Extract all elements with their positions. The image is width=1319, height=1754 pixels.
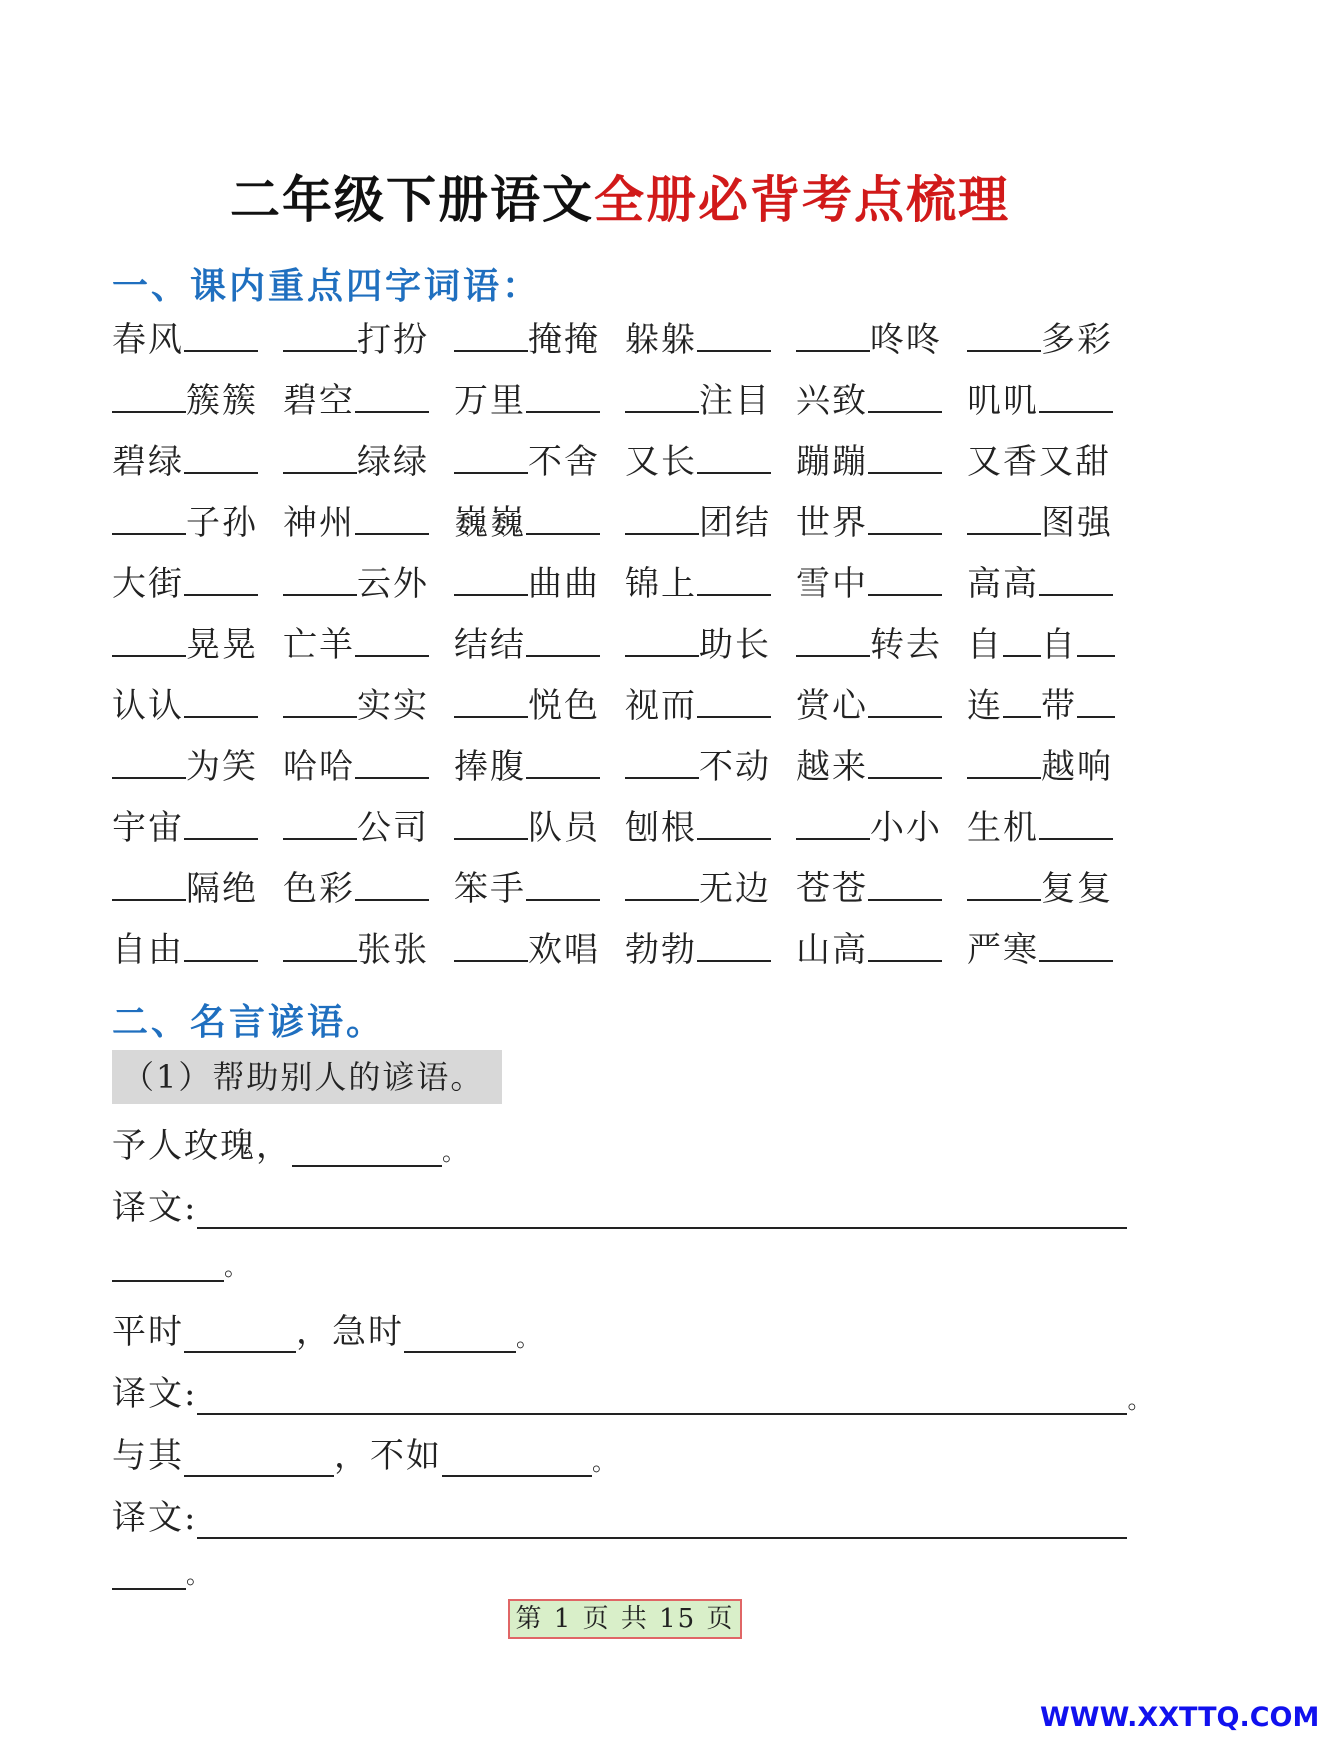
translation-1 xyxy=(112,1180,1127,1229)
word-item xyxy=(454,617,606,678)
subheading: （1）帮助别人的谚语。 xyxy=(112,1050,502,1104)
answer-blank[interactable] xyxy=(967,495,1041,535)
word-item xyxy=(454,373,606,434)
answer-blank[interactable] xyxy=(868,556,942,596)
word-text: 云外 xyxy=(357,564,429,604)
answer-blank[interactable] xyxy=(1077,678,1115,718)
word-text: 躲躲 xyxy=(625,320,697,360)
word-item xyxy=(625,739,777,800)
answer-blank[interactable] xyxy=(868,434,942,474)
answer-blank[interactable] xyxy=(454,678,528,718)
answer-blank[interactable] xyxy=(184,556,258,596)
word-text: 图强 xyxy=(1041,503,1113,543)
translation-1-label: 译文: xyxy=(112,1188,198,1228)
answer-blank[interactable] xyxy=(283,800,357,840)
answer-blank[interactable] xyxy=(625,861,699,901)
word-text: 自 xyxy=(1041,625,1077,665)
word-item xyxy=(283,373,435,434)
page-title xyxy=(0,160,1240,232)
word-text: 山高 xyxy=(796,930,868,970)
answer-blank[interactable] xyxy=(454,556,528,596)
answer-blank[interactable] xyxy=(112,373,186,413)
answer-blank[interactable] xyxy=(1077,617,1115,657)
word-text: 打扮 xyxy=(357,320,429,360)
word-text: 刨根 xyxy=(625,808,697,848)
word-text: 碧绿 xyxy=(112,442,184,482)
word-text: 公司 xyxy=(357,808,429,848)
proverb-2-blank-b[interactable] xyxy=(404,1315,516,1353)
translation-3-cont xyxy=(112,1552,212,1590)
watermark: WWW.XXTTQ.COM xyxy=(1040,1702,1319,1733)
word-text: 笨手 xyxy=(454,869,526,909)
answer-blank[interactable] xyxy=(526,739,600,779)
translation-2-end: 。 xyxy=(1127,1386,1154,1414)
word-text: 不舍 xyxy=(528,442,600,482)
word-text: 越响 xyxy=(1041,747,1113,787)
word-text: 掩掩 xyxy=(528,320,600,360)
answer-blank[interactable] xyxy=(283,312,357,352)
answer-blank[interactable] xyxy=(283,434,357,474)
word-item xyxy=(967,434,1119,495)
word-text: 锦上 xyxy=(625,564,697,604)
word-text: 无边 xyxy=(699,869,771,909)
word-text: 生机 xyxy=(967,808,1039,848)
word-item xyxy=(625,495,777,556)
word-item xyxy=(283,922,435,983)
word-item xyxy=(625,800,777,861)
word-item xyxy=(454,495,606,556)
answer-blank[interactable] xyxy=(1003,617,1041,657)
word-text: 蹦蹦 xyxy=(796,442,868,482)
answer-blank[interactable] xyxy=(697,922,771,962)
word-item xyxy=(283,678,435,739)
word-item xyxy=(454,861,606,922)
word-item xyxy=(283,434,435,495)
answer-blank[interactable] xyxy=(1003,678,1041,718)
word-text: 结结 xyxy=(454,625,526,665)
word-item xyxy=(796,922,948,983)
word-text: 视而 xyxy=(625,686,697,726)
word-text: 子孙 xyxy=(186,503,258,543)
word-text: 小小 xyxy=(870,808,942,848)
answer-blank[interactable] xyxy=(967,861,1041,901)
word-text: 咚咚 xyxy=(870,320,942,360)
word-item xyxy=(967,922,1119,983)
word-text: 悦色 xyxy=(528,686,600,726)
word-item xyxy=(625,434,777,495)
word-text: 世界 xyxy=(796,503,868,543)
answer-blank[interactable] xyxy=(697,800,771,840)
word-item xyxy=(796,861,948,922)
word-text: 宇宙 xyxy=(112,808,184,848)
word-text: 多彩 xyxy=(1041,320,1113,360)
word-grid xyxy=(112,312,1122,983)
word-item xyxy=(625,922,777,983)
word-text: 又长 xyxy=(625,442,697,482)
proverb-3-blank-b[interactable] xyxy=(442,1439,592,1477)
translation-3-line[interactable] xyxy=(197,1501,1127,1539)
word-item xyxy=(796,678,948,739)
translation-2-line[interactable] xyxy=(197,1377,1127,1415)
answer-blank[interactable] xyxy=(868,373,942,413)
word-item xyxy=(283,739,435,800)
answer-blank[interactable] xyxy=(184,312,258,352)
word-item xyxy=(283,617,435,678)
answer-blank[interactable] xyxy=(283,678,357,718)
word-text: 欢唱 xyxy=(528,930,600,970)
answer-blank[interactable] xyxy=(355,739,429,779)
word-item xyxy=(796,617,948,678)
word-item xyxy=(454,922,606,983)
section2-heading: 二、名言谚语。 xyxy=(112,1002,386,1043)
word-item xyxy=(454,678,606,739)
answer-blank[interactable] xyxy=(796,800,870,840)
word-text: 自由 xyxy=(112,930,184,970)
word-item xyxy=(112,312,264,373)
answer-blank[interactable] xyxy=(625,617,699,657)
proverb-1-text: 予人玫瑰， xyxy=(112,1126,292,1166)
word-item xyxy=(967,617,1119,678)
word-item xyxy=(967,373,1119,434)
translation-2-label: 译文: xyxy=(112,1374,198,1414)
translation-3-label: 译文: xyxy=(112,1498,198,1538)
page-number: 第 1 页 共 15 页 xyxy=(508,1599,742,1639)
answer-blank[interactable] xyxy=(112,739,186,779)
word-text: 不动 xyxy=(699,747,771,787)
answer-blank[interactable] xyxy=(454,312,528,352)
word-item xyxy=(283,312,435,373)
answer-blank[interactable] xyxy=(454,434,528,474)
word-text: 复复 xyxy=(1041,869,1113,909)
word-text: 实实 xyxy=(357,686,429,726)
section1-heading: 一、课内重点四字词语： xyxy=(112,266,542,307)
word-text: 叽叽 xyxy=(967,381,1039,421)
answer-blank[interactable] xyxy=(283,922,357,962)
word-item xyxy=(796,312,948,373)
word-item xyxy=(967,861,1119,922)
word-text: 亡羊 xyxy=(283,625,355,665)
word-text: 助长 xyxy=(699,625,771,665)
word-item xyxy=(967,556,1119,617)
answer-blank[interactable] xyxy=(112,861,186,901)
word-item xyxy=(283,861,435,922)
word-text: 带 xyxy=(1041,686,1077,726)
word-text: 转去 xyxy=(870,625,942,665)
proverb-2-b: ，急时 xyxy=(296,1312,404,1352)
answer-blank[interactable] xyxy=(184,922,258,962)
answer-blank[interactable] xyxy=(967,312,1041,352)
word-item xyxy=(112,617,264,678)
word-item xyxy=(625,617,777,678)
answer-blank[interactable] xyxy=(112,495,186,535)
word-text: 春风 xyxy=(112,320,184,360)
proverb-1-end: 。 xyxy=(442,1138,468,1166)
word-item xyxy=(454,800,606,861)
answer-blank[interactable] xyxy=(454,922,528,962)
answer-blank[interactable] xyxy=(697,434,771,474)
word-item xyxy=(283,800,435,861)
proverb-2-end: 。 xyxy=(516,1324,542,1352)
word-item xyxy=(967,495,1119,556)
answer-blank[interactable] xyxy=(796,312,870,352)
word-item xyxy=(112,678,264,739)
word-item xyxy=(796,739,948,800)
proverb-3-a: 与其 xyxy=(112,1436,184,1476)
word-text: 团结 xyxy=(699,503,771,543)
answer-blank[interactable] xyxy=(697,312,771,352)
answer-blank[interactable] xyxy=(112,617,186,657)
word-text: 晃晃 xyxy=(186,625,258,665)
translation-2 xyxy=(112,1366,1153,1415)
word-text: 巍巍 xyxy=(454,503,526,543)
answer-blank[interactable] xyxy=(868,922,942,962)
word-text: 张张 xyxy=(357,930,429,970)
answer-blank[interactable] xyxy=(184,800,258,840)
answer-blank[interactable] xyxy=(1039,556,1113,596)
word-item xyxy=(112,739,264,800)
word-item xyxy=(625,861,777,922)
word-item xyxy=(454,434,606,495)
answer-blank[interactable] xyxy=(697,678,771,718)
word-item xyxy=(283,495,435,556)
word-item xyxy=(112,556,264,617)
translation-1-line[interactable] xyxy=(197,1191,1127,1229)
word-item xyxy=(796,800,948,861)
answer-blank[interactable] xyxy=(625,739,699,779)
word-text: 苍苍 xyxy=(796,869,868,909)
proverb-3-b: ，不如 xyxy=(334,1436,442,1476)
word-text: 自 xyxy=(967,625,1003,665)
word-item xyxy=(112,861,264,922)
proverb-3-blank-a[interactable] xyxy=(184,1439,334,1477)
word-item xyxy=(967,800,1119,861)
answer-blank[interactable] xyxy=(1039,373,1113,413)
answer-blank[interactable] xyxy=(796,617,870,657)
word-item xyxy=(112,800,264,861)
word-text: 雪中 xyxy=(796,564,868,604)
word-item xyxy=(454,312,606,373)
word-text: 为笑 xyxy=(186,747,258,787)
word-text: 碧空 xyxy=(283,381,355,421)
answer-blank[interactable] xyxy=(184,434,258,474)
word-item xyxy=(796,495,948,556)
translation-1-line2[interactable] xyxy=(112,1244,224,1282)
answer-blank[interactable] xyxy=(454,800,528,840)
title-part-black: 二年级下册语文 xyxy=(230,171,594,229)
word-item xyxy=(112,373,264,434)
proverb-3 xyxy=(112,1428,618,1477)
answer-blank[interactable] xyxy=(697,556,771,596)
answer-blank[interactable] xyxy=(184,678,258,718)
word-text: 越来 xyxy=(796,747,868,787)
word-item xyxy=(625,373,777,434)
word-item xyxy=(967,739,1119,800)
word-text: 簇簇 xyxy=(186,381,258,421)
answer-blank[interactable] xyxy=(625,373,699,413)
word-text: 严寒 xyxy=(967,930,1039,970)
word-text: 神州 xyxy=(283,503,355,543)
answer-blank[interactable] xyxy=(355,861,429,901)
proverb-2 xyxy=(112,1304,542,1353)
answer-blank[interactable] xyxy=(355,495,429,535)
answer-blank[interactable] xyxy=(967,739,1041,779)
word-item xyxy=(967,678,1119,739)
title-part-red: 全册必背考点梳理 xyxy=(594,171,1010,229)
word-item xyxy=(967,312,1119,373)
word-text: 连 xyxy=(967,686,1003,726)
answer-blank[interactable] xyxy=(355,617,429,657)
translation-3-line2[interactable] xyxy=(112,1552,186,1590)
word-text: 大街 xyxy=(112,564,184,604)
answer-blank[interactable] xyxy=(1039,922,1113,962)
answer-blank[interactable] xyxy=(526,861,600,901)
word-text: 又香又甜 xyxy=(967,442,1111,482)
answer-blank[interactable] xyxy=(868,739,942,779)
word-text: 认认 xyxy=(112,686,184,726)
answer-blank[interactable] xyxy=(526,373,600,413)
answer-blank[interactable] xyxy=(526,495,600,535)
translation-1-cont xyxy=(112,1244,250,1282)
word-text: 勃勃 xyxy=(625,930,697,970)
word-item xyxy=(625,556,777,617)
word-item xyxy=(796,556,948,617)
proverb-3-end: 。 xyxy=(592,1448,618,1476)
word-text: 兴致 xyxy=(796,381,868,421)
word-text: 万里 xyxy=(454,381,526,421)
word-text: 捧腹 xyxy=(454,747,526,787)
word-text: 队员 xyxy=(528,808,600,848)
word-item xyxy=(112,922,264,983)
word-item xyxy=(625,312,777,373)
answer-blank[interactable] xyxy=(1039,800,1113,840)
word-item xyxy=(454,556,606,617)
word-item xyxy=(625,678,777,739)
word-text: 隔绝 xyxy=(186,869,258,909)
word-text: 注目 xyxy=(699,381,771,421)
answer-blank[interactable] xyxy=(868,495,942,535)
word-item xyxy=(112,495,264,556)
word-item xyxy=(454,739,606,800)
word-item xyxy=(283,556,435,617)
word-item xyxy=(112,434,264,495)
answer-blank[interactable] xyxy=(625,495,699,535)
proverb-2-a: 平时 xyxy=(112,1312,184,1352)
proverb-2-blank-a[interactable] xyxy=(184,1315,296,1353)
word-text: 曲曲 xyxy=(528,564,600,604)
word-text: 哈哈 xyxy=(283,747,355,787)
word-item xyxy=(796,373,948,434)
answer-blank[interactable] xyxy=(283,556,357,596)
word-text: 绿绿 xyxy=(357,442,429,482)
answer-blank[interactable] xyxy=(868,678,942,718)
translation-3-end: 。 xyxy=(186,1561,212,1589)
translation-1-end: 。 xyxy=(224,1253,250,1281)
answer-blank[interactable] xyxy=(868,861,942,901)
word-text: 赏心 xyxy=(796,686,868,726)
word-text: 高高 xyxy=(967,564,1039,604)
word-item xyxy=(796,434,948,495)
word-text: 色彩 xyxy=(283,869,355,909)
answer-blank[interactable] xyxy=(526,617,600,657)
proverb-1 xyxy=(112,1118,468,1167)
translation-3 xyxy=(112,1490,1127,1539)
proverb-1-blank[interactable] xyxy=(292,1129,442,1167)
answer-blank[interactable] xyxy=(355,373,429,413)
